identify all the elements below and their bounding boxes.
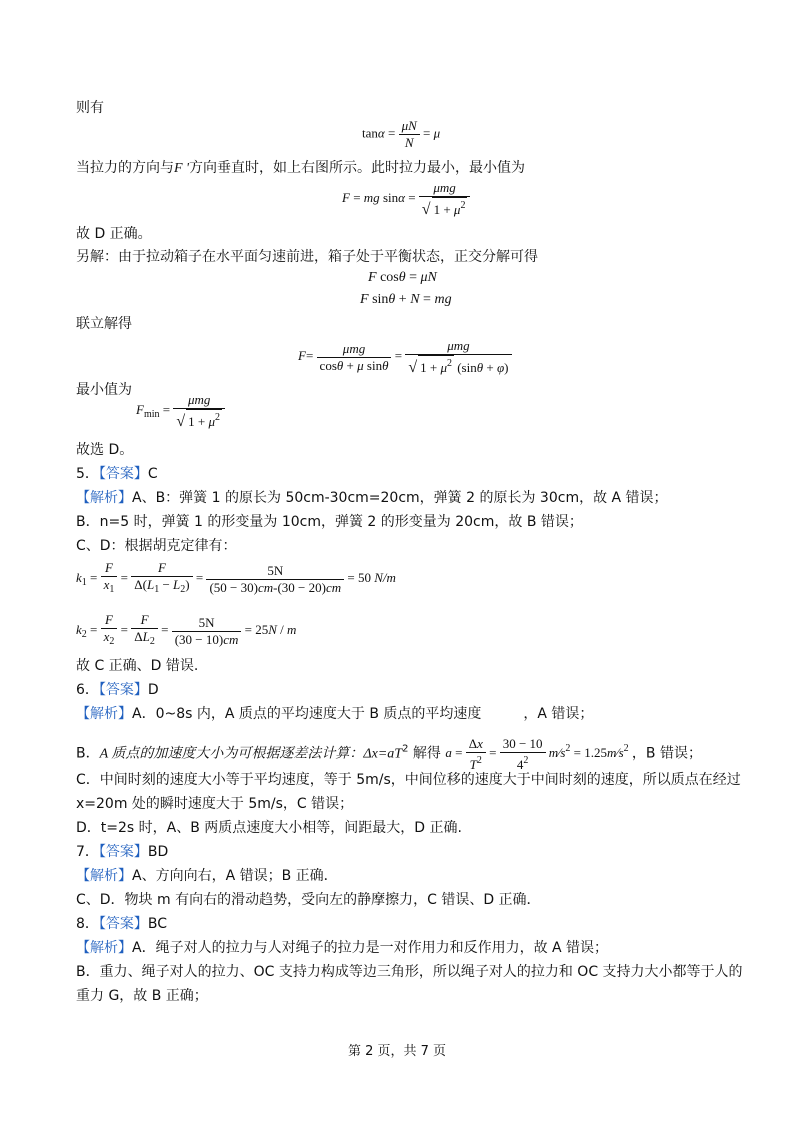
analysis-line: x=20m 处的瞬时速度大于 5m/s，C 错误；	[76, 796, 354, 812]
text-line: 则有	[76, 100, 104, 116]
page-footer: 第 2 页，共 7 页	[347, 1044, 447, 1059]
answer-line-q8: 8．【答案】BC	[76, 916, 168, 932]
analysis-line: C、D：根据胡克定律有：	[76, 538, 237, 554]
formula-fmin-1: F = mg sinα = $\frac{\text{μmg}}{√ 1 + \mu^2}$	[342, 180, 470, 218]
analysis-line: 【解析】A、方向向右，A 错误；B 正确．	[76, 868, 338, 884]
answer-line-q6: 6．【答案】D	[76, 682, 159, 698]
formula-k1: $k_1$ = $\frac{F}{x_1}$ = $\frac{F}{\Delta(L_1 - L_2)}$ = $\frac{5N}{(50 - 30)cm-(30 - 20)cm}$ = 50 N/m	[76, 560, 396, 598]
analysis-line: B．重力、绳子对人的拉力、OC 支持力构成等边三角形，所以绳子对人的拉力和 OC 支持力大小都等于人的	[76, 964, 743, 980]
analysis-line: B．A 质点的加速度大小为可根据逐差法计算：$\Delta x=aT^2$ 解得 a = $\frac{\Delta x}{T^2}$ = $\frac{30 - 10}{4^2}$ $m⁄s^2$ = $1.25m⁄s^2$ ，B 错误；	[76, 736, 702, 772]
analysis-line: 【解析】A、B：弹簧 1 的原长为 50cm-30cm=20cm，弹簧 2 的原长为 30cm，故 A 错误；	[76, 490, 668, 506]
analysis-line: D．t=2s 时，A、B 两质点速度大小相等，间距最大，D 正确.	[76, 820, 462, 836]
analysis-line: 【解析】A．0~8s 内，A 质点的平均速度大于 B 质点的平均速度 ，A 错误；	[76, 706, 594, 722]
text-line: 故 D 正确。	[76, 226, 152, 242]
analysis-line: B．n=5 时，弹簧 1 的形变量为 10cm，弹簧 2 的形变量为 20cm，故 B 错误；	[76, 514, 583, 530]
formula-fmin-2: $F_{min}$ = $\frac{\text{μmg}}{√ 1 + \mu^2}$	[136, 392, 225, 430]
text-line: 最小值为	[76, 382, 132, 398]
formula-cos: F cosθ = μN	[368, 270, 437, 285]
formula-f-theta: F= $\frac{\text{μmg}}{\text{cosθ + μ sinθ}}$ = $\frac{\text{μmg}}{√ 1 + \mu^2 (\sin\theta + \varphi)}$	[298, 338, 512, 376]
analysis-line: 【解析】A．绳子对人的拉力与人对绳子的拉力是一对作用力和反作用力，故 A 错误；	[76, 940, 609, 956]
formula-k2: $k_2$ = $\frac{F}{x_2}$ = $\frac{F}{\Delta L_2}$ = $\frac{5N}{(30 - 10)cm}$ = 25N / m	[76, 612, 296, 650]
text-line: 联立解得	[76, 316, 132, 332]
formula-tan: tanα = $\frac{\mu N}{N}$ = μ	[362, 118, 441, 150]
answer-line-q5: 5．【答案】C	[76, 466, 158, 482]
formula-sin: F sinθ + N = mg	[360, 292, 452, 307]
text-line: 故选 D。	[76, 442, 134, 458]
analysis-line: C．中间时刻的速度大小等于平均速度，等于 5m/s，中间位移的速度大于中间时刻的速度，所以质点在经过	[76, 772, 741, 788]
answer-line-q7: 7．【答案】BD	[76, 844, 169, 860]
analysis-line: 重力 G，故 B 正确；	[76, 988, 208, 1004]
analysis-line: 故 C 正确、D 错误.	[76, 658, 199, 674]
text-line: 当拉力的方向与F '方向垂直时，如上右图所示。此时拉力最小，最小值为	[76, 160, 526, 176]
analysis-line: C、D．物块 m 有向右的滑动趋势，受向左的静摩擦力，C 错误、D 正确．	[76, 892, 541, 908]
text-line: 另解：由于拉动箱子在水平面匀速前进，箱子处于平衡状态，正交分解可得	[76, 249, 538, 265]
